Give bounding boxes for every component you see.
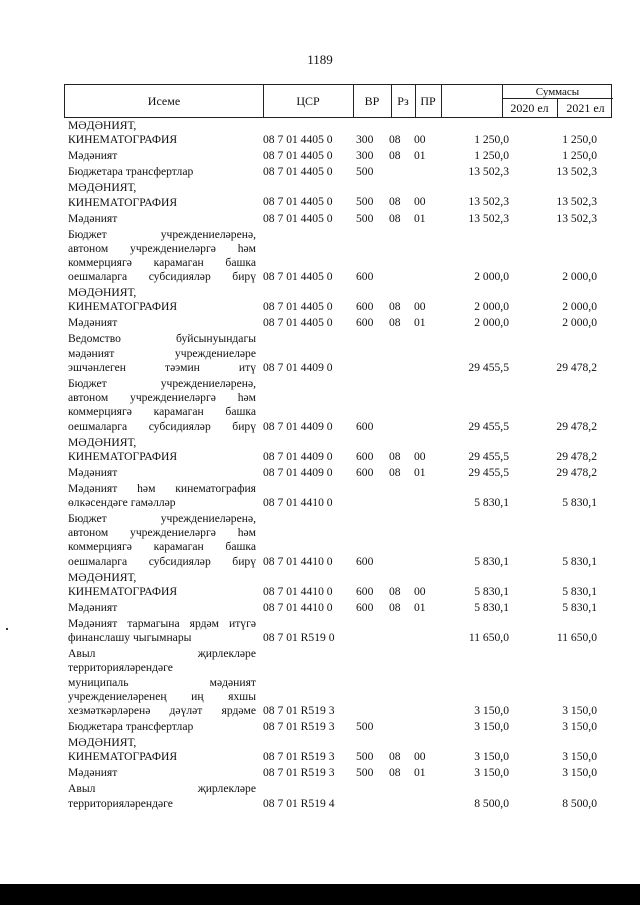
row-name-line: Ведомство буйсынуындагы [68, 332, 256, 346]
table-row [0, 332, 640, 375]
row-value-2020: 5 830,1 [474, 584, 509, 598]
row-csr: 08 7 01 4410 0 [263, 584, 333, 598]
row-vr: 600 [356, 449, 374, 463]
row-vr: 500 [356, 766, 374, 780]
header-name: Исеме [65, 85, 264, 117]
row-csr: 08 7 01 4405 0 [263, 270, 333, 284]
row-pr: 01 [414, 766, 426, 780]
table-row [0, 165, 640, 179]
table-row [0, 377, 640, 434]
row-name-line: МӘДӘНИЯТ, [68, 181, 137, 195]
row-pr: 00 [414, 195, 426, 209]
row-value-2021: 1 250,0 [562, 149, 597, 163]
header-pr-label: ПР [420, 93, 436, 108]
row-value-2021: 5 830,1 [562, 584, 597, 598]
row-value-2020: 3 150,0 [474, 750, 509, 764]
row-value-2021: 3 150,0 [562, 750, 597, 764]
row-rz: 08 [389, 133, 401, 147]
row-name-line: Бюджетара трансфертлар [68, 165, 194, 179]
row-name-line: оешмаларга субсидияләр бирү [68, 554, 256, 568]
row-name-line: Авыл җирлекләре [68, 647, 256, 661]
row-name-line: Мәдәният [68, 465, 118, 479]
row-value-2020: 2 000,0 [474, 316, 509, 330]
row-vr: 500 [356, 211, 374, 225]
row-vr: 500 [356, 165, 374, 179]
row-name-line: финанслашу чыгымнары [68, 631, 192, 645]
row-name [68, 316, 256, 330]
row-value-2020: 3 150,0 [474, 720, 509, 734]
header-year-2020: 2020 ел [502, 99, 558, 117]
row-value-2021: 3 150,0 [562, 766, 597, 780]
row-csr: 08 7 01 4409 0 [263, 419, 333, 433]
row-csr: 08 7 01 4405 0 [263, 316, 333, 330]
row-csr: 08 7 01 R519 3 [263, 766, 335, 780]
header-csr: ЦСР [263, 85, 354, 117]
row-name-line: учреждениеләренең иң яхшы [68, 689, 256, 703]
table-row [0, 212, 640, 226]
row-csr: 08 7 01 4409 0 [263, 465, 333, 479]
row-name [68, 736, 256, 764]
row-csr: 08 7 01 4405 0 [263, 211, 333, 225]
row-value-2021: 5 830,1 [562, 496, 597, 509]
row-value-2020: 5 830,1 [474, 496, 509, 509]
row-name [68, 149, 256, 163]
header-pr [415, 85, 503, 117]
row-value-2021: 2 000,0 [562, 300, 597, 314]
row-rz: 08 [389, 300, 401, 314]
row-csr: 08 7 01 4405 0 [263, 149, 333, 163]
row-name-line: Бюджет учреждениеләренә, [68, 227, 256, 241]
row-value-2021: 2 000,0 [562, 270, 597, 284]
row-name-line: Мәдәният [68, 149, 118, 163]
row-name-line: коммерциягә карамаган башка [68, 540, 256, 554]
row-value-2020: 29 455,5 [468, 419, 509, 433]
row-vr: 500 [356, 195, 374, 209]
row-csr: 08 7 01 4405 0 [263, 165, 333, 179]
row-name-line: территорияләрендәге [68, 661, 173, 675]
table-header [64, 84, 612, 118]
row-name-line: Мәдәният [68, 600, 118, 614]
row-pr: 00 [414, 584, 426, 598]
row-name [68, 512, 256, 569]
row-name-line: Бюджет учреждениеләренә, [68, 512, 256, 526]
row-value-2020: 3 150,0 [474, 703, 509, 717]
row-value-2021: 29 478,2 [556, 360, 597, 374]
row-vr: 600 [356, 465, 374, 479]
row-value-2021: 29 478,2 [556, 419, 597, 433]
scan-mark [6, 628, 8, 630]
row-name-line: Мәдәният [68, 211, 118, 225]
row-name-line: Бюджет учреждениеләренә, [68, 376, 256, 390]
table-row [0, 617, 640, 645]
row-value-2021: 1 250,0 [562, 133, 597, 147]
row-csr: 08 7 01 R519 3 [263, 750, 335, 764]
row-pr: 00 [414, 133, 426, 147]
row-name-line: МӘДӘНИЯТ, [68, 570, 137, 584]
table-row [0, 782, 640, 810]
row-pr: 00 [414, 750, 426, 764]
row-name [68, 286, 256, 314]
row-vr: 300 [356, 133, 374, 147]
table-row [0, 286, 640, 314]
row-name-line: Мәдәният тармагына ярдәм итүгә [68, 616, 256, 630]
table-row [0, 181, 640, 209]
table-row [0, 647, 640, 718]
row-name-line: эшчәнлеген тәэмин итү [68, 360, 256, 374]
row-name-line: оешмаларга субсидияләр бирү [68, 270, 256, 284]
row-value-2020: 5 830,1 [474, 600, 509, 614]
row-vr: 600 [356, 270, 374, 284]
row-name-line: Мәдәният [68, 766, 118, 780]
row-csr: 08 7 01 4405 0 [263, 300, 333, 314]
table-row [0, 736, 640, 764]
row-name [68, 377, 256, 434]
row-name-line: территорияләрендәге [68, 796, 173, 810]
row-name [68, 212, 256, 226]
row-csr: 08 7 01 4410 0 [263, 496, 333, 509]
row-csr: 08 7 01 R519 3 [263, 720, 335, 734]
table-row [0, 766, 640, 780]
row-csr: 08 7 01 R519 0 [263, 631, 335, 645]
table-row [0, 512, 640, 569]
row-rz: 08 [389, 449, 401, 463]
row-name [68, 571, 256, 599]
row-name-line: Авыл җирлекләре [68, 782, 256, 796]
row-name-line: автоном учреждениеләргә һәм [68, 241, 256, 255]
row-name [68, 617, 256, 645]
row-name-line: өлкәсендәге гамәлләр [68, 496, 176, 510]
row-name [68, 119, 256, 147]
row-csr: 08 7 01 4410 0 [263, 554, 333, 568]
row-value-2021: 13 502,3 [556, 195, 597, 209]
row-name [68, 228, 256, 285]
row-value-2020: 11 650,0 [468, 631, 509, 645]
row-name-line: КИНЕМАТОГРАФИЯ [68, 584, 178, 598]
row-vr: 300 [356, 149, 374, 163]
row-name-line: КИНЕМАТОГРАФИЯ [68, 195, 178, 209]
row-vr: 600 [356, 554, 374, 568]
row-csr: 08 7 01 4410 0 [263, 600, 333, 614]
row-name-line: Мәдәният һәм кинематография [68, 481, 256, 495]
table-row [0, 571, 640, 599]
row-name [68, 466, 256, 480]
row-rz: 08 [389, 750, 401, 764]
row-name [68, 482, 256, 510]
row-name-line: МӘДӘНИЯТ, [68, 286, 137, 300]
row-name-line: коммерциягә карамаган башка [68, 405, 256, 419]
row-csr: 08 7 01 R519 4 [263, 796, 335, 810]
row-rz: 08 [389, 195, 401, 209]
row-rz: 08 [389, 766, 401, 780]
row-value-2020: 1 250,0 [474, 133, 509, 147]
row-name-line: автоном учреждениеләргә һәм [68, 526, 256, 540]
row-name [68, 332, 256, 375]
row-value-2020: 29 455,5 [468, 449, 509, 463]
row-name [68, 181, 256, 209]
row-csr: 08 7 01 4405 0 [263, 133, 333, 147]
table-row [0, 316, 640, 330]
row-value-2020: 2 000,0 [474, 300, 509, 314]
row-name [68, 436, 256, 464]
row-name-line: КИНЕМАТОГРАФИЯ [68, 750, 178, 764]
table-row [0, 149, 640, 163]
header-rz: Рз [391, 85, 416, 117]
row-pr: 01 [414, 149, 426, 163]
row-value-2021: 2 000,0 [562, 316, 597, 330]
header-sums: Суммасы [502, 85, 613, 99]
row-value-2021: 3 150,0 [562, 720, 597, 734]
table-row [0, 228, 640, 285]
row-name-line: коммерциягә карамаган башка [68, 255, 256, 269]
row-name [68, 720, 256, 734]
row-vr: 600 [356, 419, 374, 433]
row-name-line: оешмаларга субсидияләр бирү [68, 419, 256, 433]
scan-bottom-bar [0, 884, 640, 905]
row-pr: 00 [414, 449, 426, 463]
row-vr: 500 [356, 720, 374, 734]
row-value-2020: 13 502,3 [468, 165, 509, 179]
row-value-2021: 3 150,0 [562, 703, 597, 717]
row-value-2020: 2 000,0 [474, 270, 509, 284]
header-divider [441, 85, 442, 117]
row-pr: 00 [414, 300, 426, 314]
row-csr: 08 7 01 4409 0 [263, 449, 333, 463]
row-name [68, 601, 256, 615]
row-vr: 600 [356, 316, 374, 330]
row-value-2021: 13 502,3 [556, 211, 597, 225]
row-name-line: МӘДӘНИЯТ, [68, 435, 137, 449]
row-pr: 01 [414, 465, 426, 479]
row-name-line: хезмәткәрләренә дәүләт ярдәме [68, 704, 256, 717]
row-pr: 01 [414, 316, 426, 330]
row-name [68, 782, 256, 810]
row-value-2020: 29 455,5 [468, 465, 509, 479]
table-row [0, 119, 640, 147]
row-name-line: КИНЕМАТОГРАФИЯ [68, 449, 178, 463]
row-name [68, 766, 256, 780]
row-name-line: КИНЕМАТОГРАФИЯ [68, 133, 178, 147]
row-value-2020: 5 830,1 [474, 554, 509, 568]
row-csr: 08 7 01 4409 0 [263, 360, 333, 374]
row-csr: 08 7 01 4405 0 [263, 195, 333, 209]
table-row [0, 436, 640, 464]
row-value-2021: 11 650,0 [556, 631, 597, 645]
row-vr: 600 [356, 584, 374, 598]
row-pr: 01 [414, 600, 426, 614]
header-vr: ВР [353, 85, 392, 117]
row-value-2021: 5 830,1 [562, 554, 597, 568]
row-rz: 08 [389, 584, 401, 598]
row-vr: 500 [356, 750, 374, 764]
row-name-line: МӘДӘНИЯТ, [68, 119, 137, 132]
row-csr: 08 7 01 R519 3 [263, 703, 335, 717]
header-year-2021: 2021 ел [566, 100, 605, 115]
row-name-line: Мәдәният [68, 316, 118, 330]
row-value-2021: 29 478,2 [556, 449, 597, 463]
row-pr: 01 [414, 211, 426, 225]
row-value-2020: 13 502,3 [468, 195, 509, 209]
row-name [68, 647, 256, 718]
row-name-line: МӘДӘНИЯТ, [68, 736, 137, 750]
row-rz: 08 [389, 149, 401, 163]
row-name-line: Бюджетара трансфертлар [68, 720, 194, 734]
row-value-2021: 8 500,0 [562, 796, 597, 810]
row-name-line: муниципаль мәдәният [68, 675, 256, 689]
table-row [0, 601, 640, 615]
table-body [0, 119, 640, 813]
row-value-2020: 29 455,5 [468, 360, 509, 374]
row-rz: 08 [389, 316, 401, 330]
row-rz: 08 [389, 211, 401, 225]
row-name-line: автоном учреждениеләргә һәм [68, 391, 256, 405]
row-name [68, 165, 256, 179]
row-rz: 08 [389, 600, 401, 614]
row-value-2020: 13 502,3 [468, 211, 509, 225]
row-value-2020: 1 250,0 [474, 149, 509, 163]
row-value-2021: 13 502,3 [556, 165, 597, 179]
row-name-line: КИНЕМАТОГРАФИЯ [68, 300, 178, 314]
table-row [0, 482, 640, 510]
row-name-line: мәдәният учреждениеләре [68, 346, 256, 360]
row-rz: 08 [389, 465, 401, 479]
table-row [0, 466, 640, 480]
row-value-2020: 8 500,0 [474, 796, 509, 810]
row-vr: 600 [356, 600, 374, 614]
row-value-2020: 3 150,0 [474, 766, 509, 780]
row-vr: 600 [356, 300, 374, 314]
row-value-2021: 29 478,2 [556, 465, 597, 479]
row-value-2021: 5 830,1 [562, 600, 597, 614]
page-number: 1189 [307, 52, 333, 67]
table-row [0, 720, 640, 734]
